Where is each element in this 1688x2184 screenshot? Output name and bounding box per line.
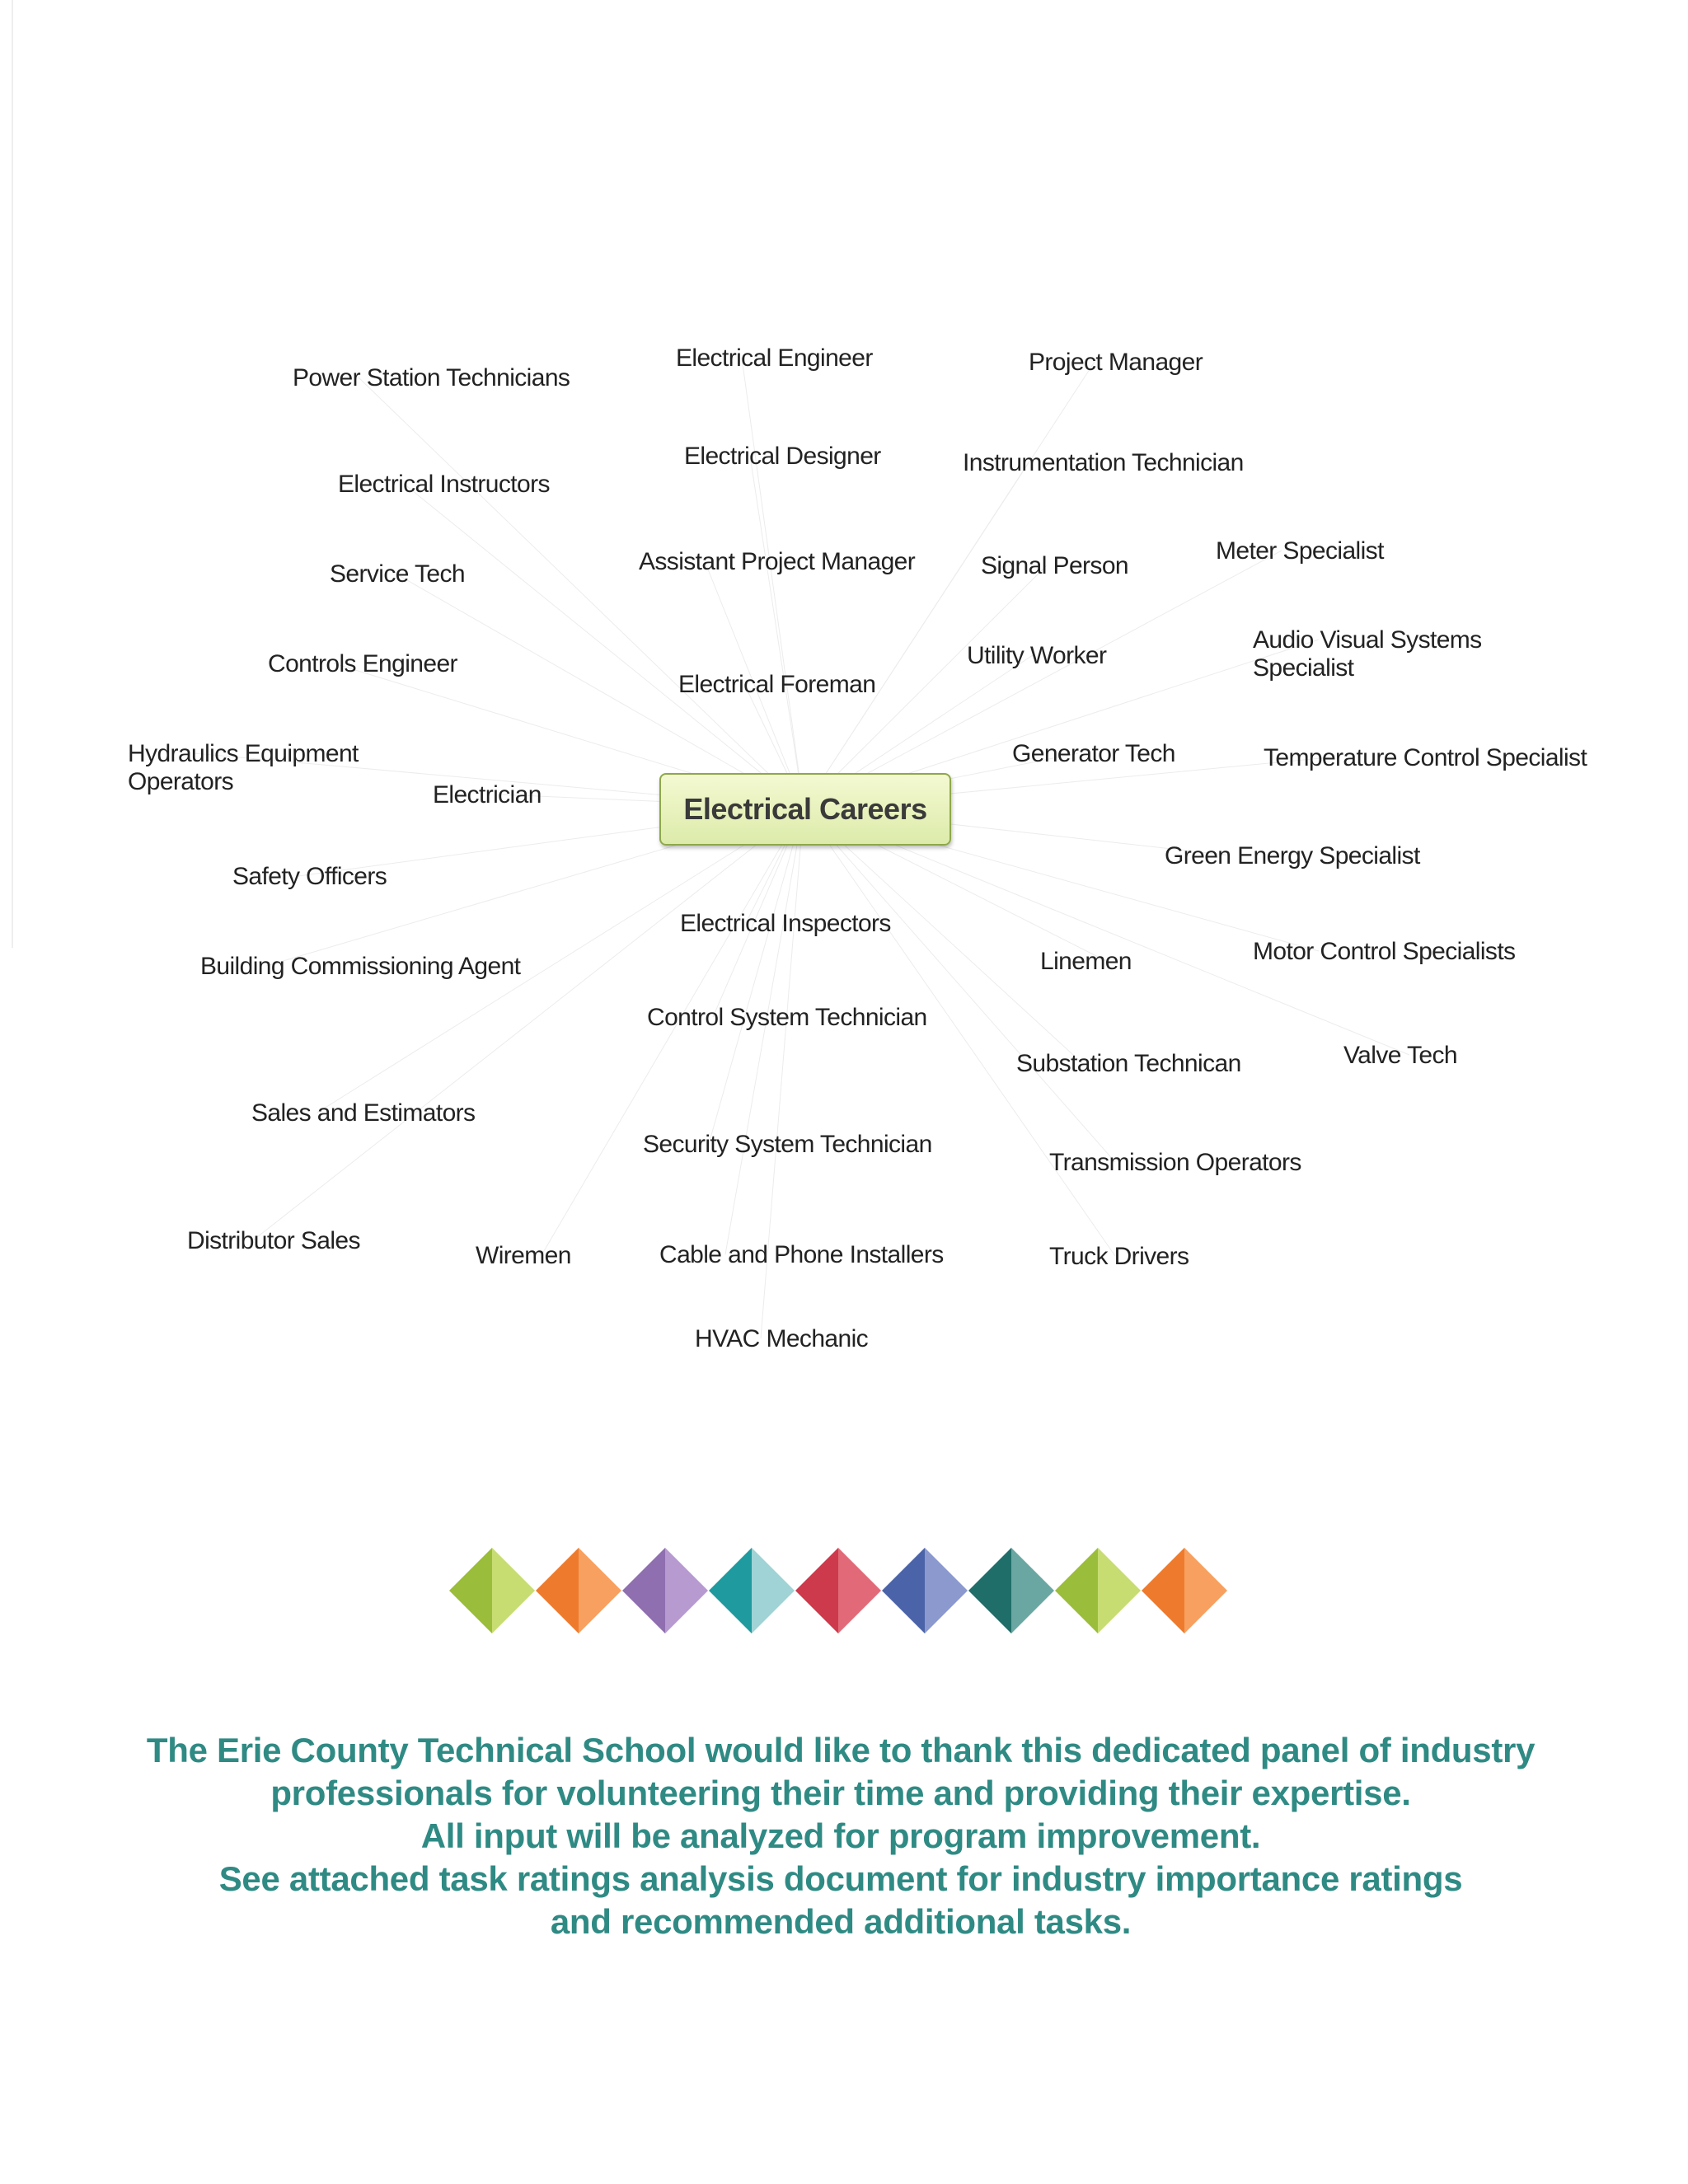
- connector-electrical-instructors: [404, 484, 804, 808]
- node-assistant-project-manager: Assistant Project Manager: [639, 548, 916, 575]
- node-cable-and-phone-installers: Cable and Phone Installers: [659, 1241, 944, 1268]
- node-green-energy-specialist: Green Energy Specialist: [1165, 842, 1420, 869]
- node-safety-officers: Safety Officers: [232, 863, 387, 890]
- node-utility-worker: Utility Worker: [967, 642, 1107, 669]
- node-signal-person: Signal Person: [981, 552, 1128, 579]
- node-transmission-operators: Transmission Operators: [1049, 1149, 1301, 1176]
- diamond-4: [709, 1548, 795, 1633]
- thank-you-message: [99, 1729, 1582, 1943]
- diamond-8: [1055, 1548, 1141, 1633]
- node-wiremen: Wiremen: [476, 1242, 571, 1269]
- node-distributor-sales: Distributor Sales: [187, 1227, 360, 1254]
- node-substation-technican: Substation Technican: [1016, 1050, 1241, 1077]
- diamond-5: [795, 1548, 881, 1633]
- node-electrical-designer: Electrical Designer: [684, 443, 881, 470]
- node-meter-specialist: Meter Specialist: [1216, 537, 1384, 565]
- diamond-3: [622, 1548, 708, 1633]
- node-sales-and-estimators: Sales and Estimators: [251, 1099, 476, 1127]
- diamond-9: [1142, 1548, 1227, 1633]
- connector-electrical-designer: [750, 456, 804, 808]
- node-project-manager: Project Manager: [1029, 349, 1203, 376]
- node-control-system-technician: Control System Technician: [647, 1004, 927, 1031]
- node-instrumentation-technician: Instrumentation Technician: [963, 449, 1244, 476]
- node-controls-engineer: Controls Engineer: [268, 650, 457, 677]
- node-electrical-instructors: Electrical Instructors: [338, 471, 550, 498]
- node-temperature-control-specialist: Temperature Control Specialist: [1264, 744, 1587, 771]
- connector-instrumentation-technician: [804, 462, 1029, 808]
- thanks-line-2: professionals for volunteering their time and providing their expertise.: [270, 1774, 1411, 1812]
- node-security-system-technician: Security System Technician: [643, 1131, 932, 1158]
- node-generator-tech: Generator Tech: [1012, 740, 1175, 767]
- diamond-1: [449, 1548, 535, 1633]
- node-electrical-engineer: Electrical Engineer: [676, 344, 873, 372]
- thanks-line-3: All input will be analyzed for program improvement.: [420, 1816, 1261, 1855]
- diamond-2: [536, 1548, 621, 1633]
- node-hvac-mechanic: HVAC Mechanic: [695, 1325, 869, 1352]
- decorative-diamond-row: [449, 1545, 1232, 1636]
- node-linemen: Linemen: [1040, 948, 1132, 975]
- node-building-commissioning-agent: Building Commissioning Agent: [200, 953, 521, 980]
- node-truck-drivers: Truck Drivers: [1049, 1243, 1189, 1270]
- node-power-station-technicians: Power Station Technicians: [293, 364, 570, 391]
- node-electrical-inspectors: Electrical Inspectors: [680, 910, 891, 937]
- node-valve-tech: Valve Tech: [1343, 1042, 1457, 1069]
- node-hydraulics-equipment-operators: Hydraulics Equipment Operators: [128, 740, 359, 795]
- connector-electrical-engineer: [742, 358, 804, 808]
- node-electrician: Electrician: [433, 781, 542, 808]
- node-audio-visual-systems-specialist: Audio Visual Systems Specialist: [1253, 626, 1482, 682]
- diamond-7: [968, 1548, 1054, 1633]
- diamond-6: [882, 1548, 968, 1633]
- thanks-line-1: The Erie County Technical School would like to thank this dedicated panel of industry: [146, 1731, 1536, 1769]
- connector-truck-drivers: [804, 808, 1115, 1256]
- thanks-line-4: See attached task ratings analysis document for industry importance ratings: [218, 1859, 1463, 1898]
- node-electrical-foreman: Electrical Foreman: [678, 671, 876, 698]
- node-motor-control-specialists: Motor Control Specialists: [1253, 938, 1516, 965]
- connector-transmission-operators: [804, 808, 1115, 1162]
- thanks-line-5: and recommended additional tasks.: [550, 1902, 1132, 1941]
- center-node-electrical-careers: Electrical Careers: [659, 773, 951, 846]
- node-service-tech: Service Tech: [330, 560, 465, 588]
